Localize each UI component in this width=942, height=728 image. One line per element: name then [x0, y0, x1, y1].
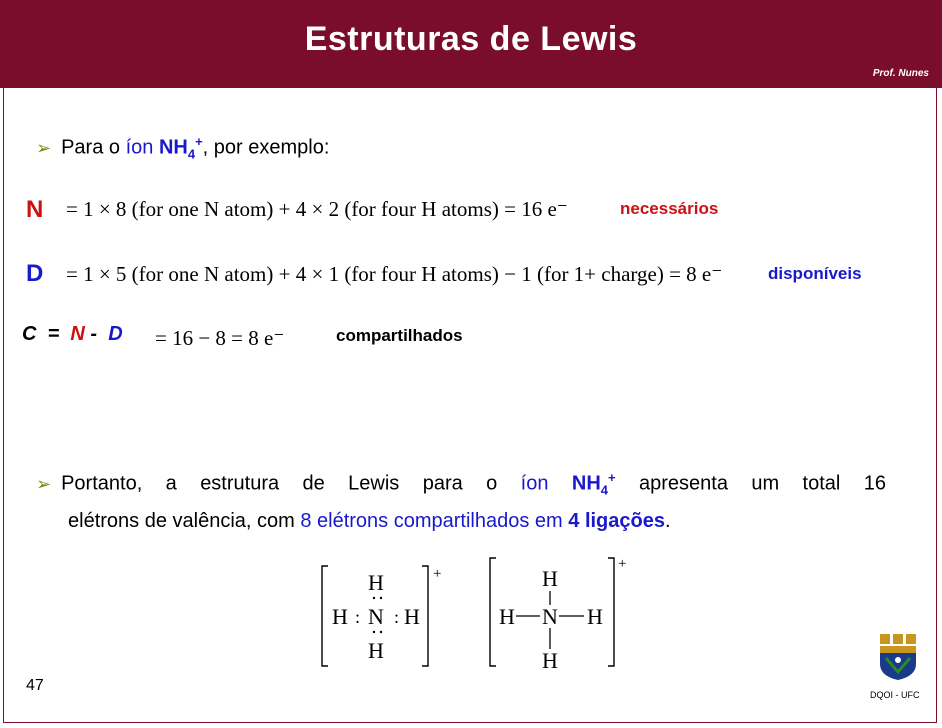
- author-label: Prof. Nunes: [872, 68, 929, 79]
- atom-h: H: [542, 648, 558, 673]
- atom-h: H: [332, 604, 348, 629]
- charge-label: +: [618, 556, 627, 572]
- letter-d: D: [26, 260, 44, 287]
- atom-h: H: [368, 570, 384, 595]
- lewis-structures: [310, 550, 640, 675]
- arrow-bullet-icon: ➢: [36, 473, 52, 494]
- atom-h: H: [542, 566, 558, 591]
- tag-compartilhados: compartilhados: [336, 326, 463, 345]
- university-crest-icon: [876, 632, 920, 682]
- electron-dot: [380, 597, 382, 599]
- electron-dot: [373, 597, 375, 599]
- lewis-line-structure: [490, 556, 626, 673]
- atom-n: N: [368, 604, 384, 629]
- department-label: DQOI - UFC: [870, 690, 920, 700]
- conclusion-paragraph: [36, 462, 886, 537]
- atom-h: H: [368, 638, 384, 663]
- atom-h: H: [587, 604, 603, 629]
- electron-pair-right: :: [394, 607, 400, 627]
- atom-h: H: [404, 604, 420, 629]
- page-title: Estruturas de Lewis: [304, 20, 638, 58]
- equation-n: = 1 × 8 (for one N atom) + 4 × 2 (for four H atoms) = 16 e⁻: [66, 197, 568, 221]
- tag-disponiveis: disponíveis: [768, 264, 862, 283]
- c-formula: C = N - D: [22, 323, 123, 345]
- lewis-dot-structure: [322, 566, 441, 666]
- atom-n: N: [542, 604, 558, 629]
- equation-c: = 16 − 8 = 8 e⁻: [155, 326, 285, 350]
- arrow-bullet-icon: ➢: [36, 137, 52, 158]
- charge-label: +: [433, 566, 442, 582]
- electron-dot: [380, 631, 382, 633]
- intro-bullet: ➢ Para o íon $NH_4^+$, por exemplo:: [36, 134, 330, 162]
- equation-d: = 1 × 5 (for one N atom) + 4 × 1 (for four H atoms) − 1 (for 1+ charge) = 8 e⁻: [66, 262, 723, 286]
- conclusion-line-2: elétrons de valência, com 8 elétrons compartilhados em 4 ligações.: [68, 509, 671, 532]
- page-number: 47: [26, 677, 44, 694]
- conclusion-line-1: ➢ Portanto, a estrutura de Lewis para o íon $NH_4^+$ apresenta um total 16: [36, 470, 887, 498]
- electron-pair-left: :: [355, 607, 361, 627]
- atom-h: H: [499, 604, 515, 629]
- letter-n: N: [26, 196, 44, 223]
- tag-necessarios: necessários: [620, 199, 719, 218]
- electron-dot: [373, 631, 375, 633]
